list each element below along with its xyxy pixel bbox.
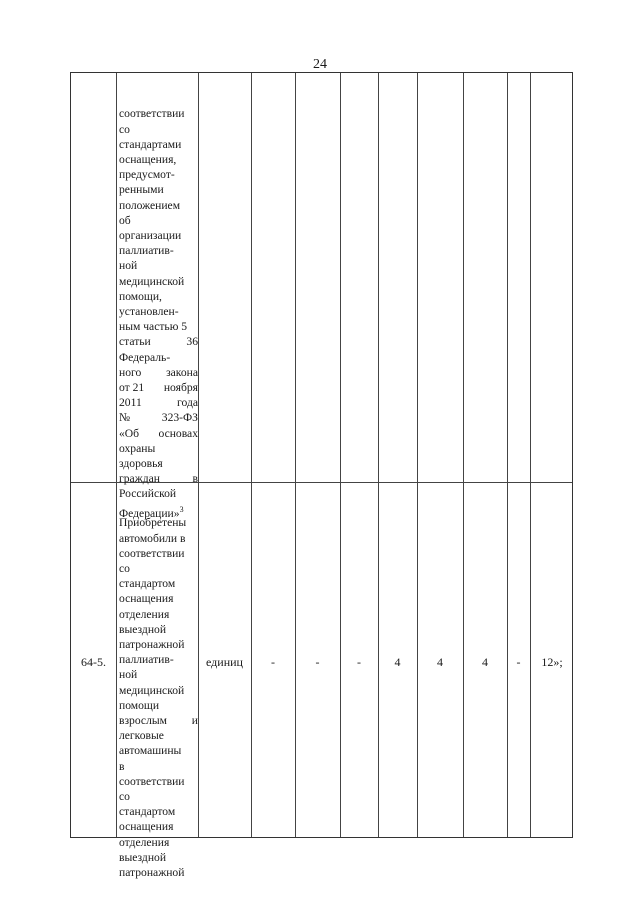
text-line: организации [119, 229, 182, 243]
row2-description [119, 485, 198, 911]
text-line: стандартом [119, 805, 176, 819]
text-line: Российской [119, 487, 177, 501]
row2-value-7: - [516, 655, 521, 669]
text-line: установлен- [119, 305, 179, 319]
column-divider [378, 73, 379, 837]
text-line: паллиатив- [119, 653, 174, 667]
row1-description [119, 76, 198, 551]
text-line: легковые [119, 729, 164, 743]
row2-number: 64-5. [81, 655, 106, 669]
text-fragment: ного [119, 365, 142, 379]
text-line: ным частью 5 [119, 320, 188, 334]
row2-value-3: - [357, 655, 361, 669]
text-line: ренными [119, 183, 164, 197]
text-line: в [119, 759, 125, 773]
column-divider [251, 73, 252, 837]
text-line: Приобретены [119, 516, 187, 530]
text-line: соответствии [119, 774, 185, 788]
text-fragment: 36 [186, 335, 198, 349]
row2-value-5: 4 [437, 655, 443, 669]
column-divider [530, 73, 531, 837]
column-divider [463, 73, 464, 837]
text-fragment: граждан [119, 472, 160, 486]
text-fragment: «Об [119, 426, 140, 440]
text-line: оснащения, [119, 153, 177, 167]
text-line: помощи, [119, 289, 162, 303]
text-line: со [119, 790, 130, 804]
text-line [119, 410, 198, 425]
text-fragment: ноября [163, 381, 198, 395]
text-fragment: статьи [119, 335, 151, 349]
text-line: выездной [119, 622, 167, 636]
table [70, 72, 573, 880]
text-line: оснащения [119, 592, 174, 606]
text-line [119, 334, 198, 349]
text-line: охраны [119, 441, 156, 455]
text-fragment: и [191, 714, 198, 728]
text-fragment: Федерации» [119, 506, 180, 520]
row2-value-4: 4 [394, 655, 401, 669]
text-line: со [119, 122, 130, 136]
text-line [119, 380, 198, 395]
footnote-marker: 3 [179, 504, 184, 514]
text-line: положением [119, 198, 181, 212]
text-line [119, 350, 198, 365]
row2-value-1: - [271, 655, 275, 669]
text-line: медицинской [119, 274, 185, 288]
text-fragment: основах [158, 426, 198, 440]
text-line: ной [119, 668, 138, 682]
column-divider [417, 73, 418, 837]
row2-value-6: 4 [482, 655, 488, 669]
text-fragment: года [177, 396, 198, 410]
text-fragment: 2011 [119, 396, 142, 410]
row2-unit: единиц [206, 655, 243, 669]
row2-value-8: 12»; [541, 655, 563, 669]
text-line [119, 365, 198, 380]
text-line: автомашины [119, 744, 182, 758]
text-line: отделения [119, 835, 170, 849]
text-line: оснащения [119, 820, 174, 834]
text-fragment: 323-ФЗ [161, 411, 198, 425]
text-line: соответствии [119, 546, 185, 560]
page-number: 24 [313, 57, 327, 72]
text-fragment: Федераль- [119, 350, 171, 364]
row2-value-2: - [315, 655, 320, 669]
text-line: автомобили в [119, 531, 186, 545]
text-line: стандартами [119, 137, 182, 151]
text-line: паллиатив- [119, 244, 174, 258]
text-line [119, 713, 198, 728]
text-line: выездной [119, 850, 167, 864]
text-fragment: от 21 [119, 381, 145, 395]
column-divider [198, 73, 199, 837]
text-line [119, 395, 198, 410]
text-line: патронажной [119, 866, 185, 880]
text-line: соответствии [119, 107, 185, 121]
text-line: ной [119, 259, 138, 273]
text-line: отделения [119, 607, 170, 621]
text-line: стандартом [119, 577, 176, 591]
column-divider [340, 73, 341, 837]
text-line: патронажной [119, 638, 185, 652]
column-divider [507, 73, 508, 837]
text-line: помощи [119, 698, 160, 712]
text-line: медицинской [119, 683, 185, 697]
text-fragment: взрослым [119, 714, 167, 728]
text-line: предусмот- [119, 168, 175, 182]
column-divider [295, 73, 296, 837]
text-line [119, 426, 198, 441]
text-line: об [119, 213, 131, 227]
text-fragment: № [119, 411, 131, 425]
text-fragment: в [192, 472, 198, 486]
column-divider [116, 73, 117, 837]
text-fragment: закона [166, 365, 198, 379]
text-line: со [119, 562, 130, 576]
text-line: здоровья [119, 457, 163, 471]
